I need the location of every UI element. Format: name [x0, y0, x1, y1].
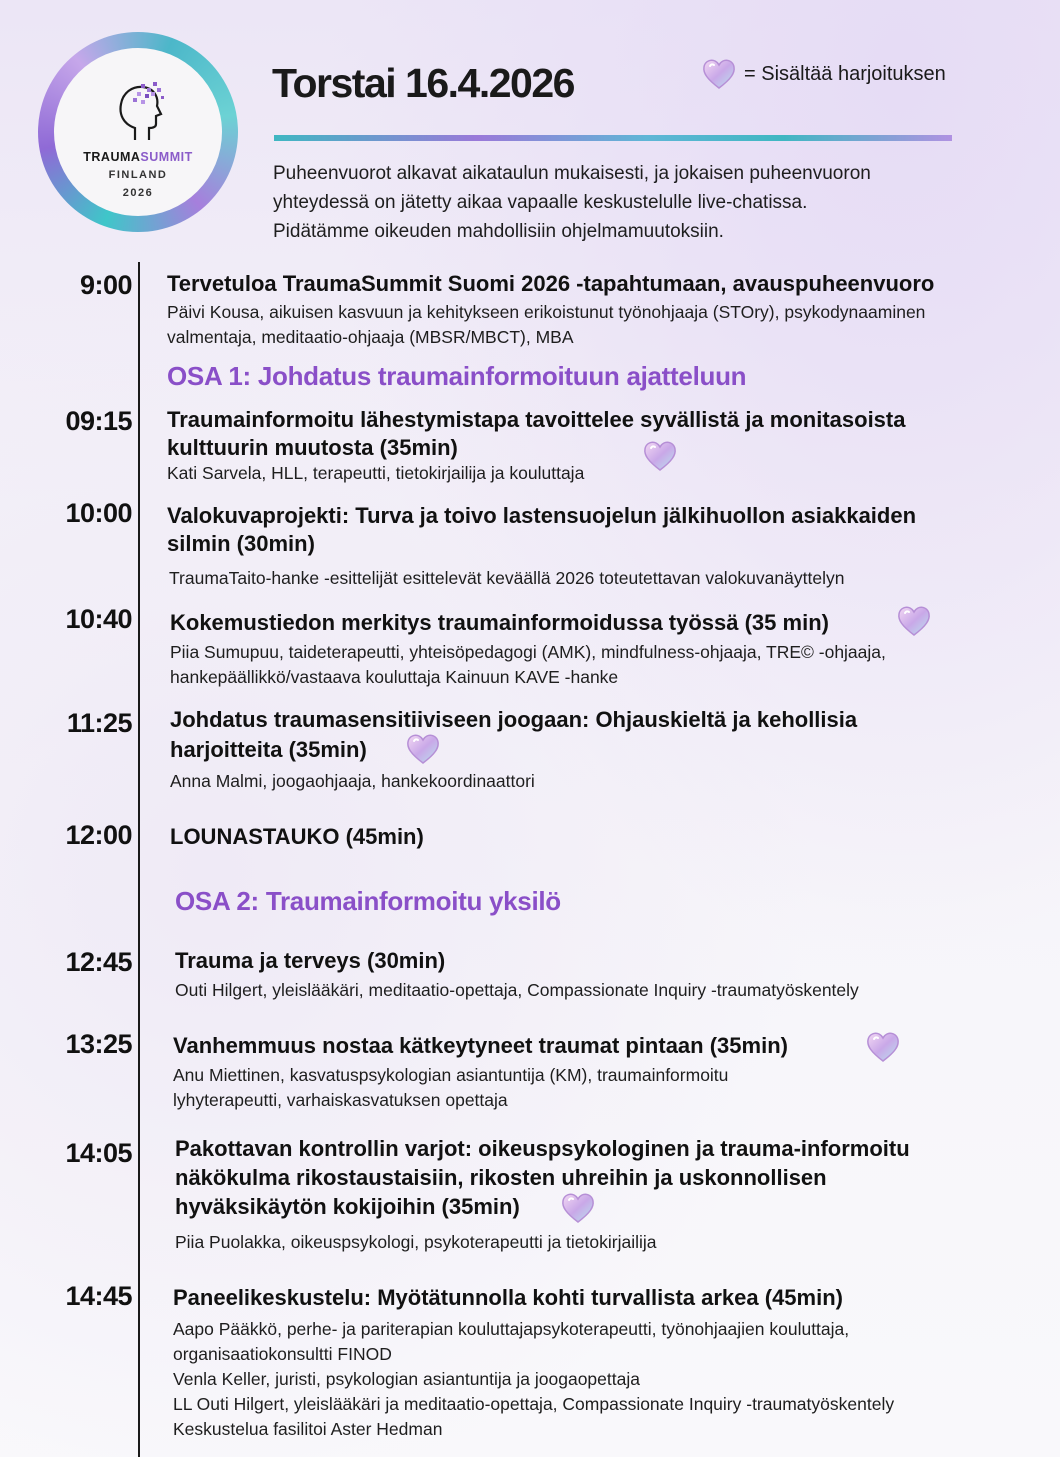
heart-icon [643, 440, 677, 472]
item-desc: Piia Sumupuu, taideterapeutti, yhteisöpedagogi (AMK), mindfulness-ohjaaja, TRE© -ohjaaja, hankepäällikkö/vastaava kouluttaja Kainuun KAVE -hanke [170, 642, 886, 687]
heart-icon [702, 58, 736, 90]
item-title: Tervetuloa TraumaSummit Suomi 2026 -tapahtumaan, avauspuheenvuoro [167, 271, 935, 296]
item-title: Kokemustiedon merkitys traumainformoidussa työssä (35 min) [170, 610, 829, 635]
legend [702, 58, 946, 90]
trauma-summit-logo [38, 32, 238, 232]
section-heading: OSA 1: Johdatus traumainformoituun ajatteluun [167, 361, 747, 391]
item-title: Paneelikeskustelu: Myötätunnolla kohti turvallista arkea (45min) [173, 1285, 843, 1310]
head-icon [111, 78, 171, 144]
logo-year: 2026 [122, 187, 154, 199]
item-title: Johdatus traumasensitiiviseen joogaan: Ohjauskieltä ja kehollisia harjoitteita (35min) [170, 707, 858, 762]
item-title: Vanhemmuus nostaa kätkeytyneet traumat pintaan (35min) [173, 1033, 788, 1058]
item-title: Pakottavan kontrollin varjot: oikeuspsykologinen ja trauma-informoitu näkökulma rikostaustaisiin, rikosten uhreihin ja uskonnollisen hyväksikäytön kokijoihin (35min) [175, 1136, 910, 1219]
heart-icon [406, 733, 440, 765]
section-heading: OSA 2: Traumainformoitu yksilö [175, 886, 561, 916]
item-desc: Anu Miettinen, kasvatuspsykologian asiantuntija (KM), traumainformoitu lyhyterapeutti, varhaiskasvatuksen opettaja [173, 1065, 729, 1110]
time-0900: 9:00 [79, 270, 132, 300]
timeline-line [138, 262, 140, 1457]
time-1200: 12:00 [65, 820, 132, 850]
time-1040: 10:40 [65, 604, 132, 634]
gradient-divider [274, 135, 952, 141]
item-desc: Kati Sarvela, HLL, terapeutti, tietokirjailija ja kouluttaja [167, 463, 585, 483]
heart-icon [897, 605, 931, 637]
intro-text: Puheenvuorot alkavat aikataulun mukaisesti, ja jokaisen puheenvuoron yhteydessä on jätetty aikaa vapaalle keskustelulle live-chatissa. Pidätämme oikeuden mahdollisiin ohjelmamuutoksiin. [273, 163, 871, 242]
item-title: Traumainformoitu lähestymistapa tavoittelee syvällistä ja monitasoista kulttuurin muutosta (35min) [167, 407, 906, 460]
item-desc: TraumaTaito-hanke -esittelijät esittelevät keväällä 2026 toteutettavan valokuvanäyttelyn [169, 568, 845, 588]
time-1245: 12:45 [65, 947, 132, 977]
time-1445: 14:45 [65, 1281, 132, 1311]
item-desc: Aapo Pääkkö, perhe- ja pariterapian kouluttajapsykoterapeutti, työnohjaajien kouluttaja, organisaatiokonsultti FINOD Venla Keller, juristi, psykologian asiantuntija ja joogaopettaja LL Outi Hilgert, yleislääkäri ja meditaatio-opettaja, Compassionate Inquiry -traumatyöskentely Keskustelua fasilitoi Aster Hedman [173, 1319, 895, 1439]
page-title: Torstai 16.4.2026 [272, 60, 574, 106]
item-title: LOUNASTAUKO (45min) [170, 824, 424, 849]
time-1125: 11:25 [66, 708, 132, 738]
item-title: Valokuvaprojekti: Turva ja toivo lastensuojelun jälkihuollon asiakkaiden silmin (30min) [167, 503, 917, 556]
time-0915: 09:15 [65, 406, 132, 436]
time-1325: 13:25 [65, 1029, 132, 1059]
heart-icon [561, 1192, 595, 1224]
time-1000: 10:00 [65, 498, 132, 528]
time-1405: 14:05 [65, 1138, 132, 1168]
item-title: Trauma ja terveys (30min) [175, 948, 446, 973]
item-desc: Anna Malmi, joogaohjaaja, hankekoordinaattori [170, 771, 535, 791]
item-desc: Outi Hilgert, yleislääkäri, meditaatio-opettaja, Compassionate Inquiry -traumatyöskentely [175, 980, 859, 1000]
heart-icon [866, 1031, 900, 1063]
logo-name: TRAUMASUMMIT [83, 150, 193, 164]
item-desc: Piia Puolakka, oikeuspsykologi, psykoterapeutti ja tietokirjailija [175, 1232, 657, 1252]
legend-text: = Sisältää harjoituksen [744, 62, 946, 85]
item-desc: Päivi Kousa, aikuisen kasvuun ja kehitykseen erikoistunut työnohjaaja (STOry), psykodynaaminen valmentaja, meditaatio-ohjaaja (MBSR/MBCT), MBA [167, 302, 926, 347]
logo-country: FINLAND [108, 169, 168, 181]
